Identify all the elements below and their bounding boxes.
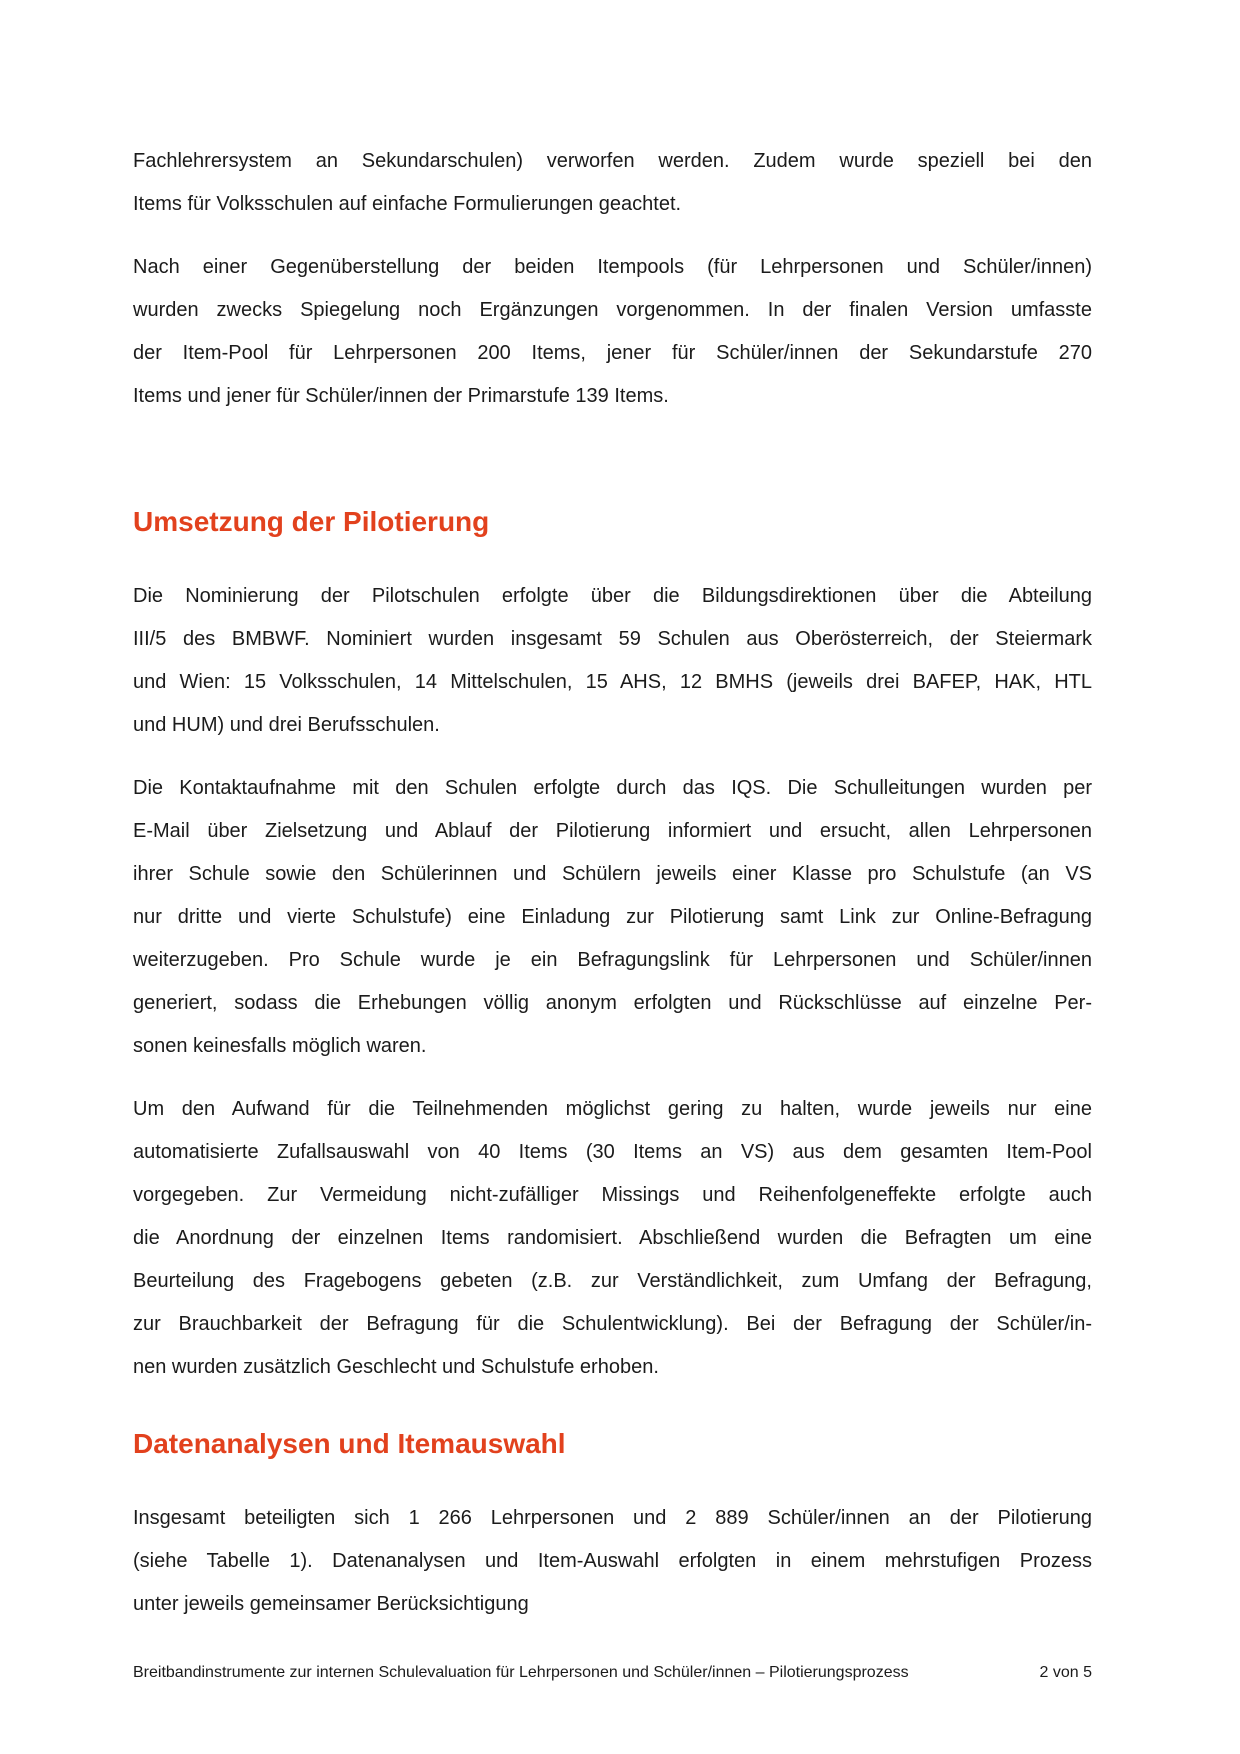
paragraph-intro-continued: [133, 140, 1092, 226]
section-heading-umsetzung: Umsetzung der Pilotierung: [133, 506, 490, 537]
text-line: der Item-Pool für Lehrpersonen 200 Items, jener für Schüler/innen der Sekundarstufe 270: [133, 342, 1092, 364]
page-footer: [133, 1662, 1092, 1684]
text-line: automatisierte Zufallsauswahl von 40 Items (30 Items an VS) aus dem gesamten Item-Pool: [133, 1141, 1092, 1163]
text-line: (siehe Tabelle 1). Datenanalysen und Item-Auswahl erfolgten in einem mehrstufigen Prozess: [133, 1550, 1092, 1572]
text-line: Nach einer Gegenüberstellung der beiden Itempools (für Lehrpersonen und Schüler/innen): [133, 256, 1092, 278]
text-line: zur Brauchbarkeit der Befragung für die Schulentwicklung). Bei der Befragung der Schüler/in-: [133, 1313, 1092, 1335]
paragraph-nominierung: [133, 575, 1092, 747]
section-heading-datenanalysen: Datenanalysen und Itemauswahl: [133, 1428, 566, 1459]
paragraph-kontaktaufnahme: [133, 767, 1092, 1068]
text-line: vorgegeben. Zur Vermeidung nicht-zufälliger Missings und Reihenfolgeneffekte erfolgte auch: [133, 1184, 1092, 1206]
text-line: Fachlehrersystem an Sekundarschulen) verworfen werden. Zudem wurde speziell bei den: [133, 150, 1092, 172]
paragraph-zufallsauswahl: [133, 1088, 1092, 1389]
text-line: Die Nominierung der Pilotschulen erfolgte über die Bildungsdirektionen über die Abteilung: [133, 585, 1092, 607]
text-line: Items für Volksschulen auf einfache Formulierungen geachtet.: [133, 193, 682, 215]
text-line: weiterzugeben. Pro Schule wurde je ein Befragungslink für Lehrpersonen und Schüler/innen: [133, 949, 1092, 971]
text-line: und Wien: 15 Volksschulen, 14 Mittelschulen, 15 AHS, 12 BMHS (jeweils drei BAFEP, HAK, HTL: [133, 671, 1092, 693]
footer-document-title: Breitbandinstrumente zur internen Schulevaluation für Lehrpersonen und Schüler/innen – Pilotierungsprozess: [133, 1664, 909, 1681]
text-line: Die Kontaktaufnahme mit den Schulen erfolgte durch das IQS. Die Schulleitungen wurden per: [133, 777, 1092, 799]
footer-page-number: 2 von 5: [1039, 1664, 1092, 1681]
text-line: III/5 des BMBWF. Nominiert wurden insgesamt 59 Schulen aus Oberösterreich, der Steiermark: [133, 628, 1092, 650]
text-line: nur dritte und vierte Schulstufe) eine Einladung zur Pilotierung samt Link zur Online-Befragung: [133, 906, 1092, 928]
text-line: unter jeweils gemeinsamer Berücksichtigung: [133, 1593, 529, 1615]
text-line: Beurteilung des Fragebogens gebeten (z.B. zur Verständlichkeit, zum Umfang der Befragung,: [133, 1270, 1092, 1292]
text-line: E-Mail über Zielsetzung und Ablauf der Pilotierung informiert und ersucht, allen Lehrpersonen: [133, 820, 1092, 842]
text-line: sonen keinesfalls möglich waren.: [133, 1035, 427, 1057]
text-line: die Anordnung der einzelnen Items randomisiert. Abschließend wurden die Befragten um eine: [133, 1227, 1092, 1249]
paragraph-itempools: [133, 246, 1092, 418]
paragraph-beteiligung: [133, 1497, 1092, 1626]
text-line: wurden zwecks Spiegelung noch Ergänzungen vorgenommen. In der finalen Version umfasste: [133, 299, 1092, 321]
text-line: Insgesamt beteiligten sich 1 266 Lehrpersonen und 2 889 Schüler/innen an der Pilotierung: [133, 1507, 1092, 1529]
text-line: generiert, sodass die Erhebungen völlig anonym erfolgten und Rückschlüsse auf einzelne Per-: [133, 992, 1092, 1014]
text-line: Um den Aufwand für die Teilnehmenden möglichst gering zu halten, wurde jeweils nur eine: [133, 1098, 1092, 1120]
text-line: ihrer Schule sowie den Schülerinnen und Schülern jeweils einer Klasse pro Schulstufe (an VS: [133, 863, 1092, 885]
text-line: nen wurden zusätzlich Geschlecht und Schulstufe erhoben.: [133, 1356, 659, 1378]
text-line: und HUM) und drei Berufsschulen.: [133, 714, 440, 736]
text-line: Items und jener für Schüler/innen der Primarstufe 139 Items.: [133, 385, 669, 407]
